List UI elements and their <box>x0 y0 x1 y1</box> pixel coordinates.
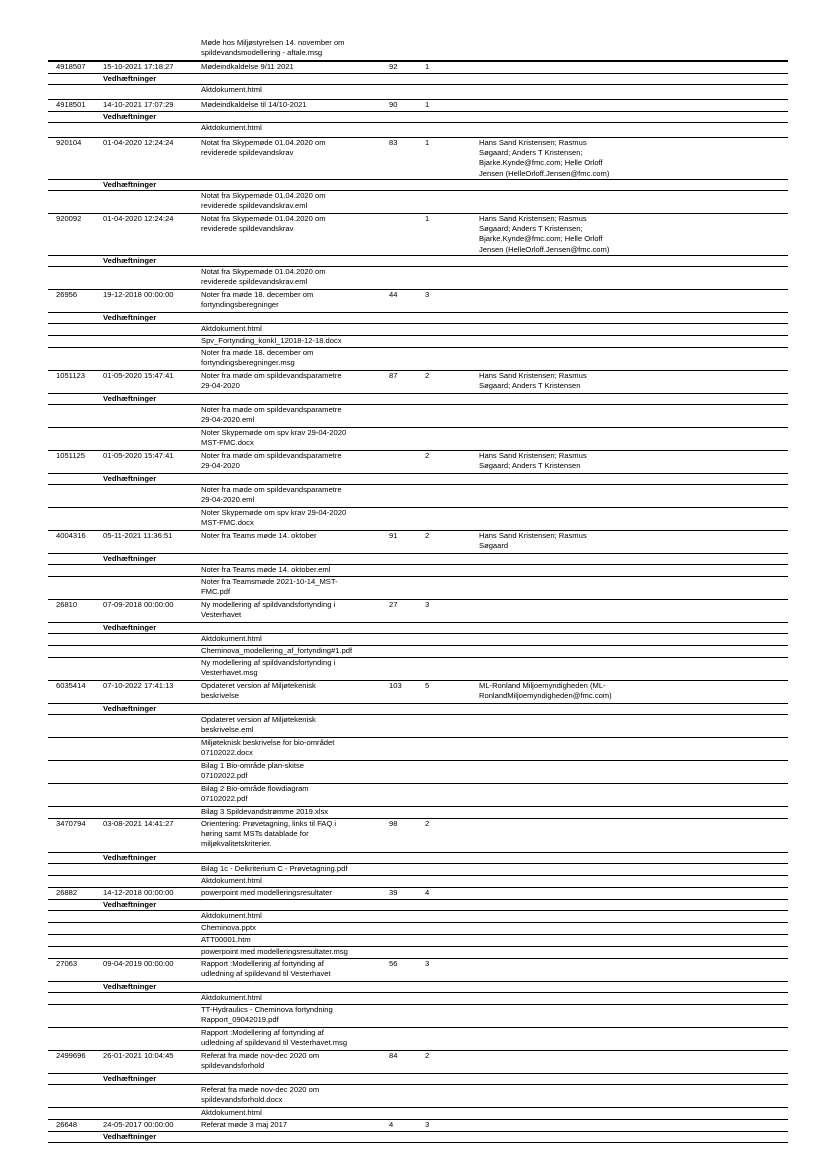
attachment-row <box>48 405 788 428</box>
attachment-row <box>48 508 788 530</box>
intro-attachment-row <box>48 38 788 61</box>
attachments-label: Vedhæftninger <box>103 112 157 121</box>
attachment-filename: Rapport :Modellering af fortynding af udledning af spildevand til Vesterhavet.msg <box>201 1028 348 1048</box>
attachment-row <box>48 761 788 784</box>
attachment-filename: Ny modellering af spildvandsfortynding i Vesterhavet.msg <box>201 658 336 678</box>
record-id: 4004316 <box>56 531 86 540</box>
attachments-header <box>48 312 788 324</box>
attachment-filename: Opdateret version af Miljøtekenisk beskrivelse.eml <box>201 715 316 735</box>
attachment-filename: Bilag 1c - Delkriterium C - Prøvetagning.pdf <box>201 864 348 873</box>
attachment-filename: Noter fra møde om spildevandsparametre 29-04-2020.eml <box>201 405 342 425</box>
attachment-row <box>48 807 788 818</box>
attachments-header <box>48 553 788 565</box>
record-count: 1 <box>425 214 430 223</box>
attachments-header <box>48 473 788 485</box>
attachment-filename: Notat fra Skypemøde 01.04.2020 om reviderede spildevandskrav.eml <box>201 267 326 287</box>
attachment-row <box>48 864 788 876</box>
attachments-header <box>48 1073 788 1085</box>
record-date: 05-11-2021 11:36:51 <box>103 531 173 540</box>
attachments-label: Vedhæftninger <box>103 853 157 862</box>
attachment-row <box>48 485 788 508</box>
attachment-filename: Aktdokument.html <box>201 85 262 94</box>
record-id: 1051125 <box>56 451 85 460</box>
attachment-filename: Aktdokument.html <box>201 1108 262 1117</box>
attachment-filename: Aktdokument.html <box>201 634 262 643</box>
attachments-header <box>48 622 788 634</box>
record-recipients: Hans Sand Kristensen; Rasmus Søgaard; Anders T Kristensen <box>479 371 587 391</box>
attachments-label: Vedhæftninger <box>103 313 157 322</box>
record-count: 2 <box>425 1051 430 1060</box>
record-row <box>48 1050 788 1073</box>
record-row <box>48 680 788 703</box>
record-title: Noter fra møde 18. december om fortyndingsberegninger <box>201 290 314 310</box>
attachments-label: Vedhæftninger <box>103 554 157 563</box>
attachments-label: Vedhæftninger <box>103 704 157 713</box>
record-count: 5 <box>425 681 430 690</box>
record-number: 39 <box>389 888 398 897</box>
attachment-filename: Aktdokument.html <box>201 324 262 333</box>
attachment-filename: Miljøteknisk beskrivelse for bio-området 07102022.docx <box>201 738 335 758</box>
record-title: Opdateret version af Miljøtekenisk beskrivelse <box>201 681 316 701</box>
record-count: 4 <box>425 888 430 897</box>
record-number: 91 <box>389 531 398 540</box>
attachment-row <box>48 577 788 599</box>
record-id: 920104 <box>56 138 82 147</box>
attachment-row <box>48 935 788 947</box>
record-title: Noter fra Teams møde 14. oktober <box>201 531 317 540</box>
attachments-label: Vedhæftninger <box>103 74 157 83</box>
record-number: 90 <box>389 100 398 109</box>
attachment-row <box>48 947 788 958</box>
attachment-filename: Bilag 2 Bio-område flowdiagram 07102022.pdf <box>201 784 309 804</box>
attachment-row <box>48 348 788 370</box>
record-id: 26882 <box>56 888 78 897</box>
record-count: 2 <box>425 451 430 460</box>
attachment-row <box>48 324 788 336</box>
attachment-filename: Aktdokument.html <box>201 876 262 885</box>
record-recipients: Hans Sand Kristensen; Rasmus Søgaard; Anders T Kristensen <box>479 451 587 471</box>
record-date: 07-10-2022 17:41:13 <box>103 681 174 690</box>
record-number: 4 <box>389 1120 394 1129</box>
record-id: 26648 <box>56 1120 78 1129</box>
record-row <box>48 530 788 553</box>
record-date: 09-04-2019 00:00:00 <box>103 959 174 968</box>
attachment-filename: Noter fra møde om spildevandsparametre 29-04-2020.eml <box>201 485 342 505</box>
record-title: Ny modellering af spildvandsfortynding i Vesterhavet <box>201 600 336 620</box>
record-number: 27 <box>389 600 398 609</box>
record-id: 3470794 <box>56 819 86 828</box>
record-title: Referat møde 3 maj 2017 <box>201 1120 288 1129</box>
attachments-header <box>48 73 788 85</box>
attachment-row <box>48 1108 788 1119</box>
attachments-label: Vedhæftninger <box>103 1074 157 1083</box>
record-number: 84 <box>389 1051 398 1060</box>
record-number: 98 <box>389 819 398 828</box>
record-count: 1 <box>425 100 430 109</box>
record-row <box>48 450 788 473</box>
record-recipients: Hans Sand Kristensen; Rasmus Søgaard; Anders T Kristensen; Bjarke.Kynde@fmc.com; Helle Orloff Jensen (HelleOrloff.Jensen@fmc.com) <box>479 138 610 178</box>
record-number: 87 <box>389 371 398 380</box>
record-date: 14-12-2018 00:00:00 <box>103 888 174 897</box>
attachments-header <box>48 393 788 405</box>
record-id: 4918507 <box>56 62 86 71</box>
record-row <box>48 99 788 111</box>
attachment-row <box>48 1005 788 1028</box>
record-recipients: Hans Sand Kristensen; Rasmus Søgaard <box>479 531 587 551</box>
record-number: 56 <box>389 959 398 968</box>
attachment-filename: Aktdokument.html <box>201 911 262 920</box>
record-id: 920092 <box>56 214 82 223</box>
record-title: Noter fra møde om spildevandsparametre 29-04-2020 <box>201 371 342 391</box>
attachment-row <box>48 876 788 887</box>
attachments-label: Vedhæftninger <box>103 180 157 189</box>
record-date: 15-10-2021 17:18:27 <box>103 62 174 71</box>
attachment-row <box>48 123 788 137</box>
record-date: 01-05-2020 15:47:41 <box>103 451 174 460</box>
attachment-filename: Cheminova_modellering_af_fortynding#1.pdf <box>201 646 353 655</box>
record-date: 01-05-2020 15:47:41 <box>103 371 174 380</box>
record-id: 26956 <box>56 290 78 299</box>
record-title: Notat fra Skypemøde 01.04.2020 om reviderede spildevandskrav <box>201 138 326 158</box>
attachment-filename: powerpoint med modelleringsresultater.msg <box>201 947 348 956</box>
attachment-filename: Aktdokument.html <box>201 993 262 1002</box>
record-row <box>48 213 788 255</box>
record-id: 4918501 <box>56 100 86 109</box>
attachments-label: Vedhæftninger <box>103 623 157 632</box>
record-count: 1 <box>425 138 430 147</box>
attachment-row <box>48 1085 788 1108</box>
record-row <box>48 958 788 981</box>
attachment-filename: Aktdokument.html <box>201 123 262 132</box>
record-title: powerpoint med modelleringsresultater <box>201 888 332 897</box>
attachment-row <box>48 634 788 646</box>
record-row <box>48 137 788 179</box>
attachment-filename: Noter Skypemøde om spv krav 29-04-2020 MST-FMC.docx <box>201 428 347 448</box>
record-id: 6035414 <box>56 681 86 690</box>
attachments-header <box>48 899 788 911</box>
attachment-filename: Spv_Fortynding_konkl_12018-12-18.docx <box>201 336 342 345</box>
record-row <box>48 61 788 73</box>
attachment-row <box>48 646 788 658</box>
record-row <box>48 1119 788 1131</box>
attachment-row <box>48 85 788 99</box>
document-page <box>48 38 788 1143</box>
attachment-row <box>48 565 788 577</box>
attachments-label: Vedhæftninger <box>103 1132 157 1141</box>
record-number: 92 <box>389 62 398 71</box>
attachment-filename: Møde hos Miljøstyrelsen 14. november om spildevandsmodellering - aftale.msg <box>201 38 345 58</box>
attachments-label: Vedhæftninger <box>103 256 157 265</box>
attachment-row <box>48 715 788 738</box>
attachment-row <box>48 336 788 348</box>
record-title: Mødeindkaldelse 9/11 2021 <box>201 62 294 71</box>
attachments-header <box>48 852 788 864</box>
attachment-row <box>48 1028 788 1050</box>
attachment-row <box>48 911 788 923</box>
attachment-row <box>48 993 788 1005</box>
record-count: 2 <box>425 531 430 540</box>
record-number: 44 <box>389 290 398 299</box>
record-title: Orientering: Prøvetagning, links til FAQ i høring samt MSTs datablade for miljøkvalitetskriterier. <box>201 819 337 849</box>
attachments-header <box>48 1131 788 1143</box>
attachment-row <box>48 738 788 761</box>
record-count: 1 <box>425 62 430 71</box>
record-count: 3 <box>425 600 430 609</box>
record-row <box>48 289 788 312</box>
attachments-label: Vedhæftninger <box>103 474 157 483</box>
record-date: 19-12-2018 00:00:00 <box>103 290 174 299</box>
attachment-filename: Bilag 3 Spildevandstrømme 2019.xlsx <box>201 807 329 816</box>
attachment-filename: Noter fra Teams møde 14. oktober.eml <box>201 565 331 574</box>
record-count: 2 <box>425 819 430 828</box>
attachments-label: Vedhæftninger <box>103 982 157 991</box>
record-number: 83 <box>389 138 398 147</box>
record-date: 03-08-2021 14:41:27 <box>103 819 174 828</box>
record-list <box>48 61 788 1143</box>
attachment-filename: Cheminova.pptx <box>201 923 256 932</box>
record-number: 103 <box>389 681 402 690</box>
record-count: 3 <box>425 959 430 968</box>
record-date: 26-01-2021 10:04:45 <box>103 1051 174 1060</box>
attachment-row <box>48 191 788 213</box>
record-count: 3 <box>425 1120 430 1129</box>
record-date: 01-04-2020 12:24:24 <box>103 214 174 223</box>
attachment-row <box>48 784 788 807</box>
record-date: 14-10-2021 17:07:29 <box>103 100 174 109</box>
record-row <box>48 599 788 622</box>
record-date: 24-05-2017 00:00:00 <box>103 1120 174 1129</box>
attachments-header <box>48 179 788 191</box>
attachment-row <box>48 658 788 680</box>
record-date: 07-09-2018 00:00:00 <box>103 600 174 609</box>
record-recipients: Hans Sand Kristensen; Rasmus Søgaard; Anders T Kristensen; Bjarke.Kynde@fmc.com; Helle Orloff Jensen (HelleOrloff.Jensen@fmc.com) <box>479 214 610 254</box>
attachment-filename: Noter fra møde 18. december om fortyndingsberegninger.msg <box>201 348 314 368</box>
attachment-row <box>48 923 788 935</box>
record-id: 2499696 <box>56 1051 86 1060</box>
attachments-header <box>48 255 788 267</box>
record-count: 2 <box>425 371 430 380</box>
attachments-header <box>48 111 788 123</box>
attachment-filename: Referat fra møde nov-dec 2020 om spildevandsforhold.docx <box>201 1085 320 1105</box>
attachment-filename: TT-Hydraulics - Cheminova fortyndning Rapport_09042019.pdf <box>201 1005 333 1025</box>
attachment-filename: Noter Skypemøde om spv krav 29-04-2020 MST-FMC.docx <box>201 508 347 528</box>
record-title: Mødeindkaldelse til 14/10-2021 <box>201 100 307 109</box>
attachment-row <box>48 267 788 289</box>
attachments-label: Vedhæftninger <box>103 900 157 909</box>
attachments-label: Vedhæftninger <box>103 394 157 403</box>
record-id: 1051123 <box>56 371 85 380</box>
record-title: Noter fra møde om spildevandsparametre 29-04-2020 <box>201 451 342 471</box>
attachment-filename: Notat fra Skypemøde 01.04.2020 om reviderede spildevandskrav.eml <box>201 191 326 211</box>
attachments-header <box>48 981 788 993</box>
record-row <box>48 818 788 852</box>
record-id: 27063 <box>56 959 78 968</box>
attachment-filename: Bilag 1 Bio-område plan-skitse 07102022.pdf <box>201 761 304 781</box>
record-recipients: ML-Ronland Miljoemyndigheden (ML- RonlandMiljoemyndigheden@fmc.com) <box>479 681 612 701</box>
record-title: Referat fra møde nov-dec 2020 om spildevandsforhold <box>201 1051 320 1071</box>
record-row <box>48 887 788 899</box>
attachment-filename: Noter fra Teamsmøde 2021-10-14_MST- FMC.pdf <box>201 577 338 597</box>
attachments-header <box>48 703 788 715</box>
record-count: 3 <box>425 290 430 299</box>
record-row <box>48 370 788 393</box>
record-title: Rapport :Modellering af fortynding af udledning af spildevand til Vesterhavet <box>201 959 331 979</box>
attachment-filename: ATT00001.htm <box>201 935 251 944</box>
record-title: Notat fra Skypemøde 01.04.2020 om reviderede spildevandskrav <box>201 214 326 234</box>
record-date: 01-04-2020 12:24:24 <box>103 138 174 147</box>
attachment-row <box>48 428 788 450</box>
record-id: 26810 <box>56 600 78 609</box>
